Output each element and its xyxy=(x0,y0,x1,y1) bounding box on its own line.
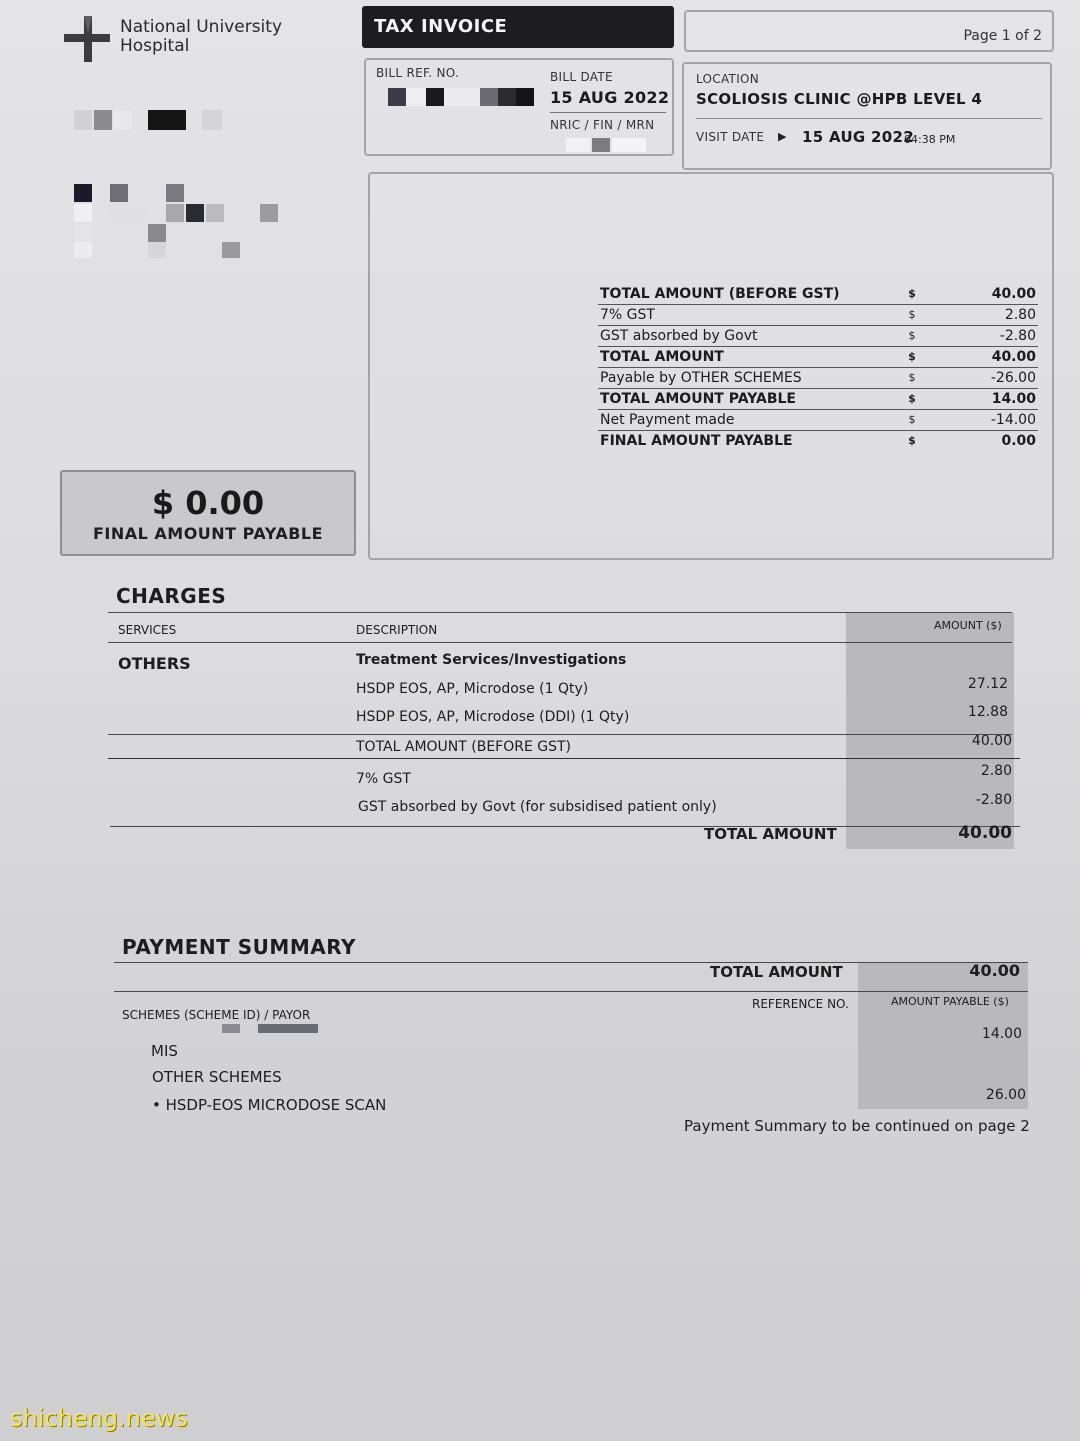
summary-row-amount: -2.80 xyxy=(944,326,1038,347)
redacted-patient-name xyxy=(74,110,224,132)
summary-table xyxy=(598,284,1038,451)
summary-row-currency: $ xyxy=(880,326,944,347)
charge-item-1-amount: 27.12 xyxy=(967,676,1008,692)
charge-item-1-desc: HSDP EOS, AP, Microdose (1 Qty) xyxy=(356,681,589,697)
charges-total-rule xyxy=(110,826,1020,827)
bill-summary-box xyxy=(368,172,1054,560)
summary-row-label: TOTAL AMOUNT PAYABLE xyxy=(598,389,880,410)
page-indicator: Page 1 of 2 xyxy=(963,28,1042,44)
location-divider xyxy=(696,118,1042,119)
charges-subtotal: 40.00 xyxy=(971,733,1012,749)
scheme-amount: 26.00 xyxy=(985,1087,1026,1103)
final-amount-value: $ 0.00 xyxy=(151,484,265,522)
summary-row-amount: 40.00 xyxy=(944,284,1038,305)
summary-row-amount: 2.80 xyxy=(944,305,1038,326)
summary-row xyxy=(598,284,1038,305)
nric-label: NRIC / FIN / MRN xyxy=(550,118,655,132)
redacted-nric xyxy=(566,138,666,158)
summary-row-label: GST absorbed by Govt xyxy=(598,326,880,347)
page-indicator-box xyxy=(684,10,1054,52)
site-watermark: shicheng.news xyxy=(10,1404,188,1432)
bill-date: 15 AUG 2022 xyxy=(550,88,670,107)
payment-total-label: TOTAL AMOUNT xyxy=(710,963,843,981)
hospital-name xyxy=(120,18,282,56)
summary-row xyxy=(598,347,1038,368)
service-name: OTHERS xyxy=(118,654,191,673)
location-label: LOCATION xyxy=(696,72,760,86)
col-services: SERVICES xyxy=(118,623,177,637)
charges-absorbed-label: GST absorbed by Govt (for subsidised patient only) xyxy=(358,799,717,815)
hospital-name-line1: National University xyxy=(120,17,282,37)
redacted-payor-id xyxy=(222,1024,322,1034)
visit-date-label: VISIT DATE xyxy=(696,130,765,144)
summary-row-amount: 0.00 xyxy=(1001,433,1036,449)
col-description: DESCRIPTION xyxy=(356,623,438,637)
hospital-name-line2: Hospital xyxy=(120,36,190,56)
col-amount-payable: AMOUNT PAYABLE ($) xyxy=(891,995,1009,1008)
summary-row-currency: $ xyxy=(880,284,944,305)
summary-row xyxy=(598,368,1038,389)
payment-continued-note: Payment Summary to be continued on page 2 xyxy=(684,1117,1030,1135)
payor-name-partial: MIS xyxy=(151,1042,178,1060)
redacted-bill-ref xyxy=(388,88,536,108)
charge-item-2-amount: 12.88 xyxy=(967,704,1008,720)
payment-summary-title: PAYMENT SUMMARY xyxy=(122,935,356,959)
charges-gst: 2.80 xyxy=(980,763,1012,779)
redacted-patient-address xyxy=(74,184,280,260)
summary-row-label: TOTAL AMOUNT (BEFORE GST) xyxy=(598,284,880,305)
col-reference: REFERENCE NO. xyxy=(752,997,849,1011)
charges-gst-label: 7% GST xyxy=(356,771,411,787)
scheme-item: • HSDP-EOS MICRODOSE SCAN xyxy=(152,1096,387,1114)
col-amount: AMOUNT ($) xyxy=(934,619,1002,632)
summary-row-amount: -26.00 xyxy=(944,368,1038,389)
summary-row-currency: $ xyxy=(880,347,944,368)
summary-row-currency: $ xyxy=(880,389,944,410)
summary-row-label: Net Payment made xyxy=(598,410,880,431)
charges-subtotal-label: TOTAL AMOUNT (BEFORE GST) xyxy=(356,739,572,755)
charges-total: 40.00 xyxy=(958,823,1012,843)
bill-date-divider xyxy=(550,112,666,113)
summary-row xyxy=(598,326,1038,347)
summary-row-amount: 14.00 xyxy=(944,389,1038,410)
charges-amount-column-shade xyxy=(846,613,1014,849)
bill-info-box xyxy=(364,58,674,156)
charges-total-label: TOTAL AMOUNT xyxy=(704,825,837,843)
final-amount-box xyxy=(60,470,356,556)
bill-ref-label: BILL REF. NO. xyxy=(376,66,460,80)
summary-row-currency: $ xyxy=(908,434,916,447)
payment-header-rule xyxy=(114,991,1028,992)
charge-item-2-desc: HSDP EOS, AP, Microdose (DDI) (1 Qty) xyxy=(356,709,630,725)
charges-title: CHARGES xyxy=(116,584,227,608)
play-arrow-icon: ▶ xyxy=(778,130,787,143)
payment-total: 40.00 xyxy=(969,961,1020,980)
summary-row-currency: $ xyxy=(880,368,944,389)
summary-row-label: Payable by OTHER SCHEMES xyxy=(598,368,880,389)
visit-time: 04:38 PM xyxy=(904,133,956,146)
payor-amount: 14.00 xyxy=(981,1026,1022,1042)
charges-subtotal-rule xyxy=(108,758,1020,759)
other-schemes-label: OTHER SCHEMES xyxy=(152,1068,282,1086)
final-amount-label: FINAL AMOUNT PAYABLE xyxy=(92,524,324,543)
summary-row-label: FINAL AMOUNT PAYABLE xyxy=(600,433,793,449)
bill-date-label: BILL DATE xyxy=(550,70,613,84)
charges-absorbed: -2.80 xyxy=(975,792,1012,808)
group-heading: Treatment Services/Investigations xyxy=(356,652,627,668)
summary-row-label: TOTAL AMOUNT xyxy=(598,347,880,368)
charges-header-rule xyxy=(108,642,1012,643)
tax-invoice-title: TAX INVOICE xyxy=(362,6,674,48)
charges-items-rule xyxy=(108,734,1012,735)
hospital-logo-icon xyxy=(62,14,112,64)
summary-row-label: 7% GST xyxy=(598,305,880,326)
location-value: SCOLIOSIS CLINIC @HPB LEVEL 4 xyxy=(696,90,983,108)
location-box xyxy=(682,62,1052,170)
col-schemes: SCHEMES (SCHEME ID) / PAYOR xyxy=(122,1008,311,1022)
summary-row-currency: $ xyxy=(880,305,944,326)
summary-row-amount: 40.00 xyxy=(944,347,1038,368)
summary-row-currency: $ xyxy=(880,410,944,431)
summary-row xyxy=(598,431,1038,452)
summary-row-amount: -14.00 xyxy=(944,410,1038,431)
summary-row xyxy=(598,410,1038,431)
summary-row xyxy=(598,389,1038,410)
visit-date: 15 AUG 2022 xyxy=(802,128,915,146)
summary-row xyxy=(598,305,1038,326)
